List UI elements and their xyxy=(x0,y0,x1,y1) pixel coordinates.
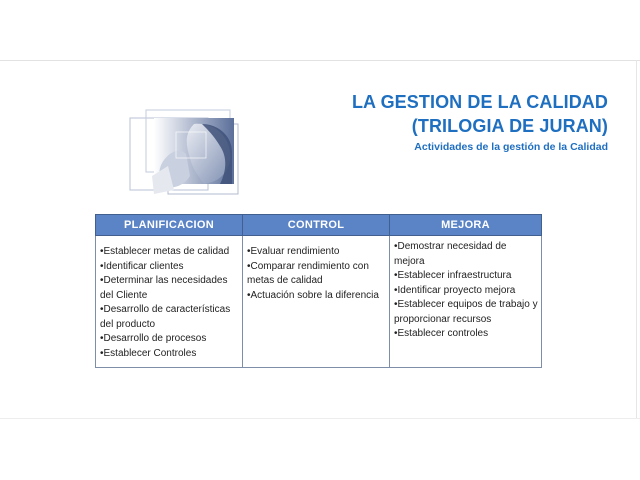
planificacion-cell xyxy=(96,236,243,368)
control-cell xyxy=(243,236,390,368)
list-item: •Desarrollo de características del producto xyxy=(100,304,231,330)
table-row xyxy=(96,236,542,368)
header-planificacion: PLANIFICACION xyxy=(96,215,243,236)
list-item: •Identificar clientes xyxy=(100,260,184,272)
list-item: •Determinar las necesidades del Cliente xyxy=(100,275,228,301)
list-item: •Actuación sobre la diferencia xyxy=(247,289,379,301)
slide-subtitle: Actividades de la gestión de la Calidad xyxy=(414,141,608,153)
list-item: •Demostrar necesidad de mejora xyxy=(394,241,507,267)
table-header-row xyxy=(96,215,542,236)
list-item: •Establecer infraestructura xyxy=(394,270,512,281)
list-item: •Desarrollo de procesos xyxy=(100,333,207,344)
thinking-man-image xyxy=(124,106,244,198)
right-edge-divider xyxy=(636,60,637,418)
list-item: •Establecer metas de calidad xyxy=(100,246,230,257)
list-item: •Establecer controles xyxy=(394,328,489,339)
list-item: •Establecer equipos de trabajo y proporcionar recursos xyxy=(394,299,538,325)
list-item: •Comparar rendimiento con metas de calidad xyxy=(247,260,369,286)
header-control: CONTROL xyxy=(243,215,390,236)
header-mejora: MEJORA xyxy=(390,215,542,236)
juran-trilogy-table xyxy=(95,214,538,368)
bottom-divider xyxy=(0,418,640,419)
list-item: •Identificar proyecto mejora xyxy=(394,284,516,296)
mejora-cell xyxy=(390,236,542,368)
list-item: •Evaluar rendimiento xyxy=(247,246,340,257)
slide-title-line-2: (TRILOGIA DE JURAN) xyxy=(411,116,608,136)
top-divider xyxy=(0,60,640,61)
slide-title-block xyxy=(352,90,608,153)
list-item: •Establecer Controles xyxy=(100,347,197,359)
slide-title-line-1: LA GESTION DE LA CALIDAD xyxy=(351,92,608,112)
